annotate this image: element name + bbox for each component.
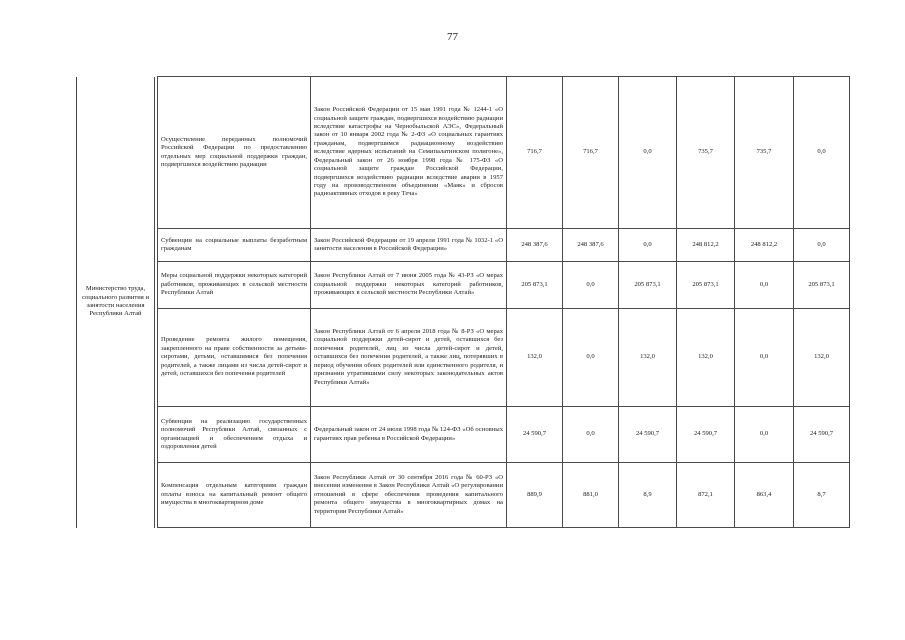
table-row xyxy=(77,463,850,528)
value-cell: 735,7 xyxy=(677,77,735,229)
value-cell: 0,0 xyxy=(794,77,850,229)
row-law: Закон Российской Федерации от 19 апреля 1991 года № 1032-1 «О занятости населения в Российской Федерации» xyxy=(311,229,507,262)
value-cell: 0,0 xyxy=(735,407,794,463)
row-description: Проведение ремонта жилого помещения, закрепленного на праве собственности за детьми-сиротами, детьми, оставшимися без попечения родителей, а также лицами из числа детей-сирот и детей, оставшихся без попечения родителей xyxy=(158,309,311,407)
row-law: Закон Республики Алтай от 6 апреля 2018 года № 8-РЗ «О мерах социальной поддержки детей-сирот и детей, оставшихся без попечения родителей, лиц из числа детей-сирот и детей, оставшихся без попечения родителей, а также лиц, потерявших в период обучения обоих родителей или единственного родителя, и признании утратившими силу некоторых законодательных актов Республики Алтай» xyxy=(311,309,507,407)
value-cell: 0,0 xyxy=(563,407,619,463)
budget-table xyxy=(76,76,850,528)
table-row xyxy=(77,309,850,407)
page-number: 77 xyxy=(447,31,458,43)
value-cell: 248 387,6 xyxy=(507,229,563,262)
value-cell: 0,0 xyxy=(794,229,850,262)
value-cell: 735,7 xyxy=(735,77,794,229)
value-cell: 205 873,1 xyxy=(619,262,677,309)
value-cell: 8,7 xyxy=(794,463,850,528)
value-cell: 132,0 xyxy=(677,309,735,407)
row-description: Осуществление переданных полномочий Российской Федерации по предоставлению отдельных мер социальной поддержки граждан, подвергшихся воздействию радиации xyxy=(158,77,311,229)
row-description: Субвенции на реализацию государственных полномочий Республики Алтай, связанных с организацией и обеспечением отдыха и оздоровления детей xyxy=(158,407,311,463)
value-cell: 248 387,6 xyxy=(563,229,619,262)
value-cell: 132,0 xyxy=(507,309,563,407)
value-cell: 889,9 xyxy=(507,463,563,528)
value-cell: 205 873,1 xyxy=(507,262,563,309)
value-cell: 24 590,7 xyxy=(619,407,677,463)
value-cell: 872,1 xyxy=(677,463,735,528)
row-law: Закон Российской Федерации от 15 мая 1991 года № 1244-1 «О социальной защите граждан, подвергшихся воздействию радиации вследствие катастрофы на Чернобыльской АЭС», Федеральный закон от 10 января 2002 года № 2-ФЗ «О социальных гарантиях гражданам, подвергшимся радиационному воздействию вследствие ядерных испытаний на Семипалатинском полигоне», Федеральный закон от 26 ноября 1998 года № 175-ФЗ «О социальной защите граждан Российской Федерации, подвергшихся воздействию радиации вследствие аварии в 1957 году на производственном объединении «Маяк» и сбросов радиоактивных отходов в реку Теча» xyxy=(311,77,507,229)
row-description: Субвенции на социальные выплаты безработным гражданам xyxy=(158,229,311,262)
value-cell: 0,0 xyxy=(619,77,677,229)
row-law: Федеральный закон от 24 июля 1998 года № 124-ФЗ «Об основных гарантиях прав ребенка в Российской Федерации» xyxy=(311,407,507,463)
row-description: Компенсация отдельным категориям граждан оплаты взноса на капитальный ремонт общего имущества в многоквартирном доме xyxy=(158,463,311,528)
value-cell: 716,7 xyxy=(563,77,619,229)
value-cell: 248 812,2 xyxy=(677,229,735,262)
row-law: Закон Республики Алтай от 30 сентября 2016 года № 60-РЗ «О внесении изменения в Закон Республики Алтай «О регулировании отношений в сфере обеспечения проведения капитального ремонта общего имущества в многоквартирных домах на территории Республики Алтай» xyxy=(311,463,507,528)
row-law: Закон Республики Алтай от 7 июня 2005 года № 43-РЗ «О мерах социальной поддержки некоторых категорий работников, проживающих в сельской местности Республики Алтай» xyxy=(311,262,507,309)
value-cell: 863,4 xyxy=(735,463,794,528)
table-row xyxy=(77,229,850,262)
value-cell: 8,9 xyxy=(619,463,677,528)
row-description: Меры социальной поддержки некоторых категорий работников, проживающих в сельской местности Республики Алтай xyxy=(158,262,311,309)
value-cell: 0,0 xyxy=(735,309,794,407)
value-cell: 881,0 xyxy=(563,463,619,528)
value-cell: 24 590,7 xyxy=(507,407,563,463)
value-cell: 205 873,1 xyxy=(794,262,850,309)
value-cell: 0,0 xyxy=(619,229,677,262)
value-cell: 132,0 xyxy=(619,309,677,407)
value-cell: 0,0 xyxy=(563,262,619,309)
value-cell: 0,0 xyxy=(563,309,619,407)
table-row xyxy=(77,262,850,309)
value-cell: 24 590,7 xyxy=(677,407,735,463)
value-cell: 205 873,1 xyxy=(677,262,735,309)
value-cell: 24 590,7 xyxy=(794,407,850,463)
table-row xyxy=(77,407,850,463)
value-cell: 132,0 xyxy=(794,309,850,407)
ministry-cell: Министерство труда, социального развития и занятости населения Республики Алтай xyxy=(77,77,155,528)
value-cell: 0,0 xyxy=(735,262,794,309)
value-cell: 248 812,2 xyxy=(735,229,794,262)
table-row xyxy=(77,77,850,229)
value-cell: 716,7 xyxy=(507,77,563,229)
